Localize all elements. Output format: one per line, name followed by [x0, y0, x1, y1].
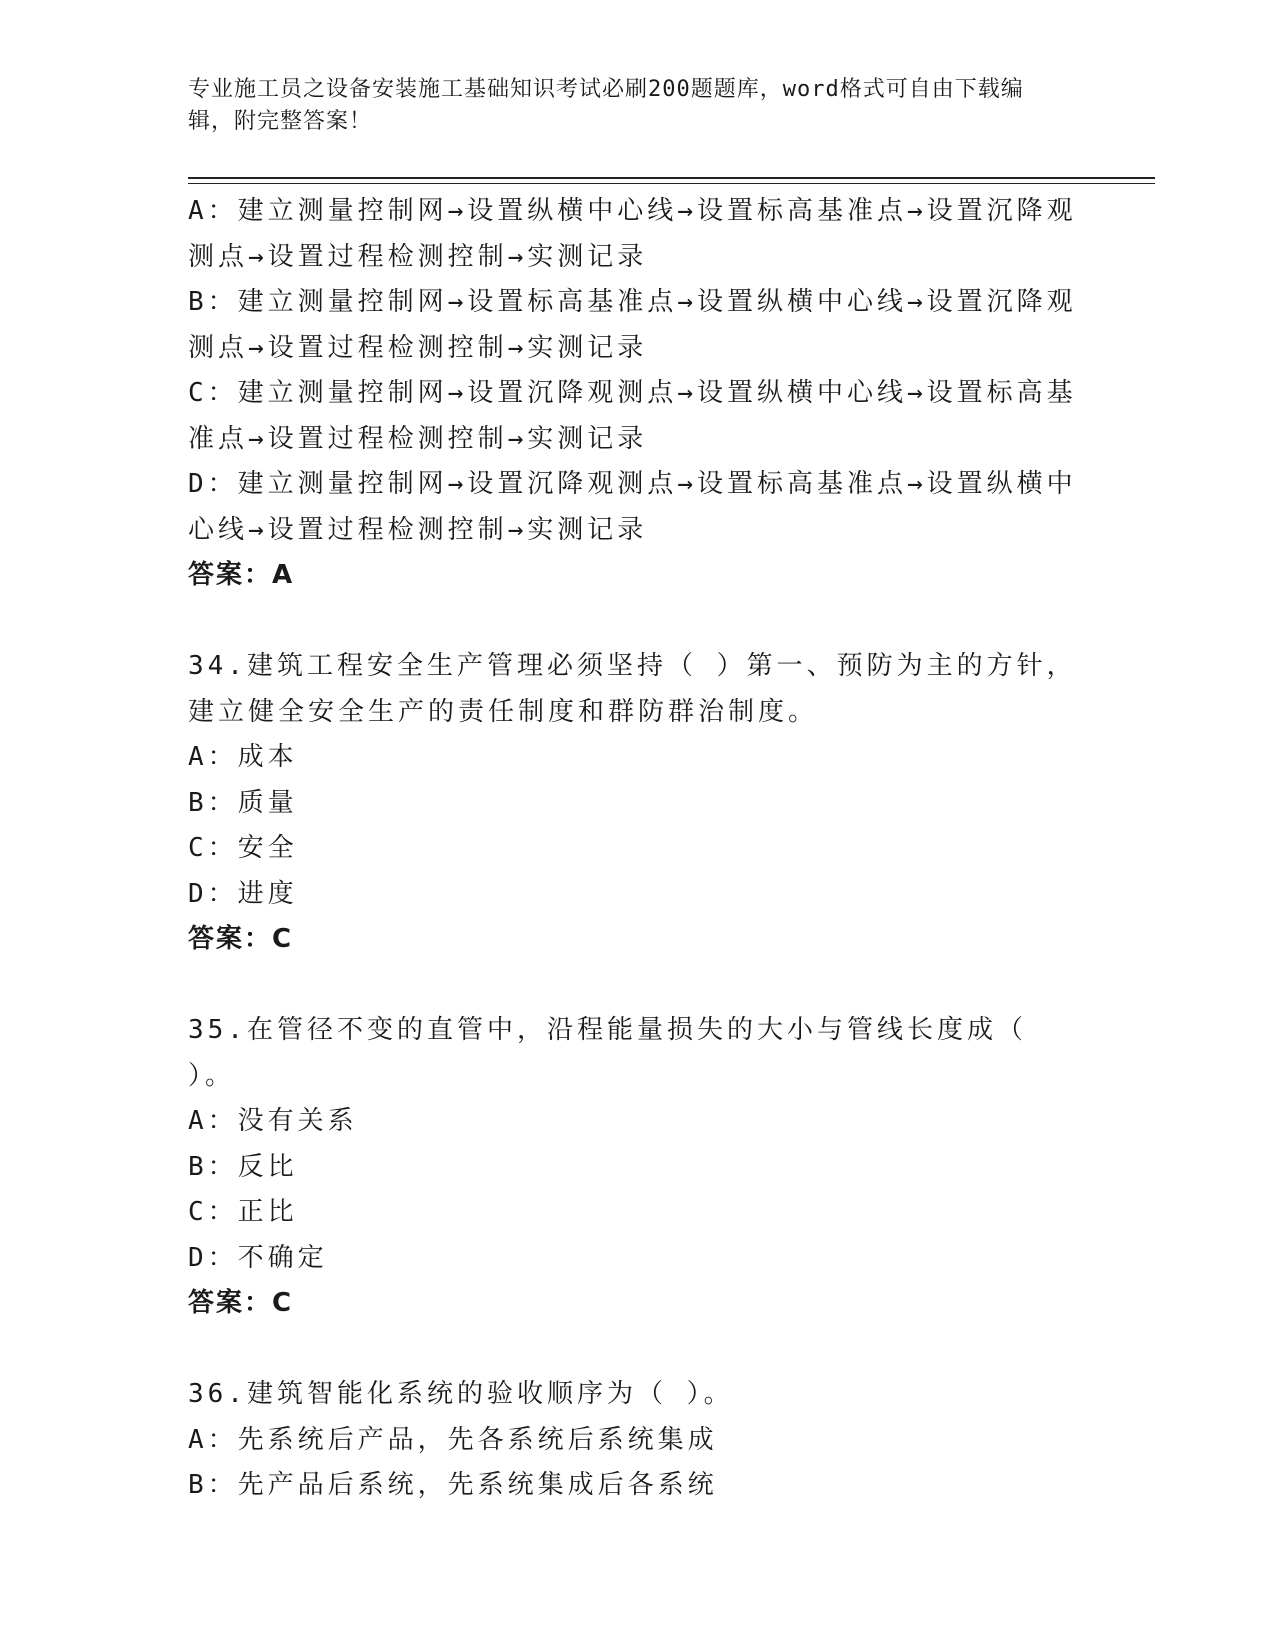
option-a: A：成本 [188, 742, 298, 772]
option-b: B：质量 [188, 787, 298, 818]
question-text: 35.在管径不变的直管中，沿程能量损失的大小与管线长度成（ ）。 [188, 1015, 1027, 1091]
question-content [188, 189, 1078, 1509]
header-rule-thin [188, 183, 1155, 184]
question-text: 36.建筑智能化系统的验收顺序为（ ）。 [188, 1379, 734, 1409]
document-header: 专业施工员之设备安装施工基础知识考试必刷200题题库，word格式可自由下载编辑，附完整答案！ [188, 77, 1024, 134]
question-spacer [188, 1327, 1078, 1373]
answer: 答案：A [188, 560, 295, 590]
question-36 [188, 1372, 1078, 1509]
question-spacer [188, 963, 1078, 1009]
question-33 [188, 189, 1078, 599]
option-c: C：建立测量控制网→设置沉降观测点→设置纵横中心线→设置标高基准点→设置过程检测控制→实测记录 [188, 378, 1077, 454]
option-d: D：不确定 [188, 1242, 328, 1273]
answer: 答案：C [188, 924, 294, 954]
option-b: B：建立测量控制网→设置标高基准点→设置纵横中心线→设置沉降观测点→设置过程检测控制→实测记录 [188, 287, 1077, 363]
option-b: B：先产品后系统，先系统集成后各系统 [188, 1470, 718, 1500]
option-c: C：安全 [188, 833, 298, 863]
option-d: D：进度 [188, 878, 298, 909]
question-34 [188, 644, 1078, 963]
option-a: A：没有关系 [188, 1106, 358, 1136]
option-a: A：建立测量控制网→设置纵横中心线→设置标高基准点→设置沉降观测点→设置过程检测控制→实测记录 [188, 196, 1077, 272]
option-a: A：先系统后产品，先各系统后系统集成 [188, 1424, 718, 1455]
answer: 答案：C [188, 1288, 294, 1318]
header-rule-thick [188, 177, 1155, 179]
question-spacer [188, 599, 1078, 645]
question-text: 34.建筑工程安全生产管理必须坚持（ ）第一、预防为主的方针，建立健全安全生产的责任制度和群防群治制度。 [188, 651, 1077, 727]
option-c: C：正比 [188, 1197, 298, 1227]
option-d: D：建立测量控制网→设置沉降观测点→设置标高基准点→设置纵横中心线→设置过程检测控制→实测记录 [188, 469, 1077, 545]
option-b: B：反比 [188, 1151, 298, 1182]
question-35 [188, 1008, 1078, 1327]
